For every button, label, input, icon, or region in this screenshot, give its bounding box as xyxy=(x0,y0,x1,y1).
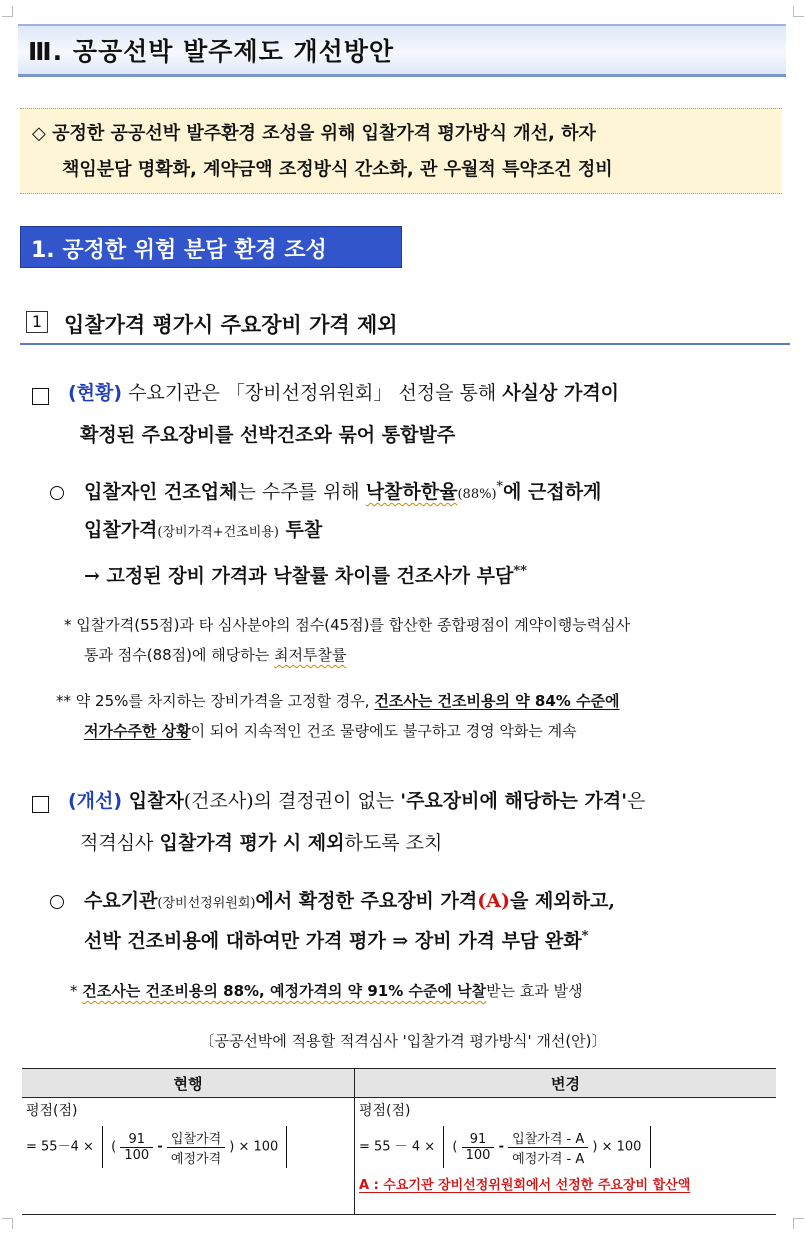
abs-bar xyxy=(286,1126,287,1168)
crop-mark xyxy=(2,6,13,17)
text-bold-wavy: 건조사는 건조비용의 88%, 예정가격의 약 91% 수준에 낙찰 xyxy=(82,982,487,1000)
numerator: 입찰가격 xyxy=(167,1128,225,1148)
comparison-table xyxy=(22,1068,776,1215)
improve-sub-line-1 xyxy=(84,886,615,913)
text: 수요기관은 「장비선정위원회」 선정을 통해 xyxy=(122,382,503,404)
numerator: 91 xyxy=(462,1132,495,1148)
numerator: 91 xyxy=(120,1132,153,1148)
text-bold: 투찰 xyxy=(278,519,323,541)
item-title: 입찰가격 평가시 주요장비 가격 제외 xyxy=(64,313,398,337)
fraction xyxy=(462,1132,495,1163)
formula-current xyxy=(26,1126,350,1168)
text-bold: 을 제외하고, xyxy=(509,890,615,912)
text: 선박 건조비용에 대하여만 가격 평가 ⇒ 장비 가격 부담 완화 xyxy=(84,930,582,952)
table-footnote: A : 수요기관 장비선정위원회에서 선정한 주요장비 합산액 xyxy=(359,1178,691,1193)
score-label: 평점(점) xyxy=(26,1103,78,1119)
text-bold: 에 근접하게 xyxy=(503,481,602,503)
sup: ** xyxy=(513,563,527,579)
abs-bar xyxy=(443,1126,444,1168)
denominator: 100 xyxy=(465,1147,491,1163)
col-header-changed: 변경 xyxy=(355,1069,777,1098)
text-red: (A) xyxy=(477,890,510,912)
text: = 55 － 4 × xyxy=(359,1139,436,1155)
abs-bar xyxy=(102,1126,103,1168)
text: 받는 효과 발생 xyxy=(486,982,583,1000)
current-line-1 xyxy=(68,378,619,405)
summary-box xyxy=(20,108,782,194)
minus-sign: - xyxy=(157,1139,163,1155)
table-caption: 〔공공선박에 적용할 적격심사 '입찰가격 평가방식' 개선(안)〕 xyxy=(199,1032,607,1050)
note-1-line-1: * 입찰가격(55점)과 타 심사분야의 점수(45점)를 합산한 종합평점이 계약이행능력심사 xyxy=(64,616,631,634)
text: (장비가격+건조비용) xyxy=(157,525,279,540)
text-bold-underline: 건조사는 건조비용의 약 84% 수준에 xyxy=(374,692,620,710)
section-title: Ⅲ. 공공선박 발주제도 개선방안 xyxy=(28,37,395,66)
text: (건조사) xyxy=(183,790,254,812)
text-bold: 입찰가격 평가 시 제외 xyxy=(159,832,345,854)
text: 적격심사 xyxy=(80,832,160,854)
cell-changed-formula xyxy=(355,1098,777,1215)
text-bold: 입찰자 xyxy=(122,790,184,812)
text: 은 xyxy=(627,790,646,812)
denominator: 예정가격 - A xyxy=(512,1151,585,1167)
text: * xyxy=(70,982,83,1000)
text-bold-underline: 저가수주한 상황 xyxy=(84,722,191,740)
crop-mark xyxy=(793,1218,804,1229)
numerator: 입찰가격 - A xyxy=(508,1128,588,1148)
summary-line-2: 책임분담 명확화, 계약금액 조정방식 간소화, 관 우월적 특약조건 정비 xyxy=(62,159,613,180)
text-bold: 입찰가격 xyxy=(84,519,158,541)
fraction xyxy=(167,1128,225,1167)
sup: * xyxy=(496,479,504,495)
text-bold: 사실상 가격이 xyxy=(502,382,620,404)
text: ) × 100 xyxy=(229,1139,279,1155)
section-title-bar xyxy=(18,24,786,77)
note-2-line-2 xyxy=(84,720,577,741)
text-bold: 낙찰하한율 xyxy=(365,481,458,503)
improve-tag: (개선) xyxy=(68,790,123,812)
note-2-line-1 xyxy=(56,690,620,711)
text: 하도록 조치 xyxy=(344,832,443,854)
current-tag: (현황) xyxy=(68,382,123,404)
bullet-circle-icon xyxy=(50,486,64,500)
crop-mark xyxy=(2,1218,13,1229)
improve-line-2 xyxy=(80,828,442,855)
text: (88%) xyxy=(457,487,497,502)
current-line-2: 확정된 주요장비를 선박건조와 묶어 통합발주 xyxy=(80,424,456,446)
text: → 고정된 장비 가격과 낙찰률 차이를 건조사가 부담 xyxy=(84,565,514,587)
text-wavy: 최저투찰률 xyxy=(274,646,347,664)
current-sub-line-1 xyxy=(84,477,601,504)
text: ) × 100 xyxy=(592,1139,642,1155)
item-number: 1 xyxy=(26,311,48,333)
formula-changed xyxy=(359,1126,772,1168)
text: ** 약 25%를 차지하는 장비가격을 고정할 경우, xyxy=(56,692,375,710)
text: 는 수주를 위해 xyxy=(237,481,366,503)
current-sub-line-2 xyxy=(84,515,322,542)
minus-sign: - xyxy=(498,1139,505,1155)
text-bold: 에서 확정한 주요장비 가격 xyxy=(255,890,478,912)
abs-bar xyxy=(650,1126,651,1168)
checkbox-square-icon xyxy=(32,796,49,813)
fraction xyxy=(508,1128,588,1167)
checkbox-square-icon xyxy=(32,388,49,405)
text: = 55－4 × xyxy=(26,1139,94,1155)
summary-line-1: ◇ 공정한 공공선박 발주환경 조성을 위해 입찰가격 평가방식 개선, 하자 xyxy=(32,123,596,144)
text: 통과 점수(88점)에 해당하는 xyxy=(84,646,274,664)
improve-note xyxy=(70,980,583,1001)
text: ( xyxy=(111,1139,117,1155)
text: 의 결정권이 없는 xyxy=(253,790,401,812)
denominator: 100 xyxy=(124,1147,150,1163)
score-label: 평점(점) xyxy=(359,1103,411,1119)
denominator: 예정가격 xyxy=(170,1151,222,1167)
text: ( xyxy=(452,1139,458,1155)
bullet-circle-icon xyxy=(50,895,64,909)
item-heading xyxy=(20,305,790,345)
subsection-title-box xyxy=(20,226,402,268)
text-bold: '주요장비에 해당하는 가격' xyxy=(400,790,628,812)
improve-sub-line-2 xyxy=(84,926,588,953)
crop-mark xyxy=(793,6,804,17)
cell-current-formula xyxy=(22,1098,355,1215)
fraction xyxy=(120,1132,153,1163)
text-bold: 입찰자인 건조업체 xyxy=(84,481,238,503)
text-bold: 수요기관 xyxy=(84,890,158,912)
text: 이 되어 지속적인 건조 물량에도 불구하고 경영 악화는 계속 xyxy=(190,722,577,740)
col-header-current: 현행 xyxy=(22,1069,355,1098)
subsection-title: 1. 공정한 위험 분담 환경 조성 xyxy=(31,238,327,263)
sup: * xyxy=(581,928,589,944)
text: (장비선정위원회) xyxy=(157,896,256,911)
note-1-line-2 xyxy=(84,644,346,665)
improve-line-1 xyxy=(68,786,645,813)
current-arrow-line xyxy=(84,561,527,588)
